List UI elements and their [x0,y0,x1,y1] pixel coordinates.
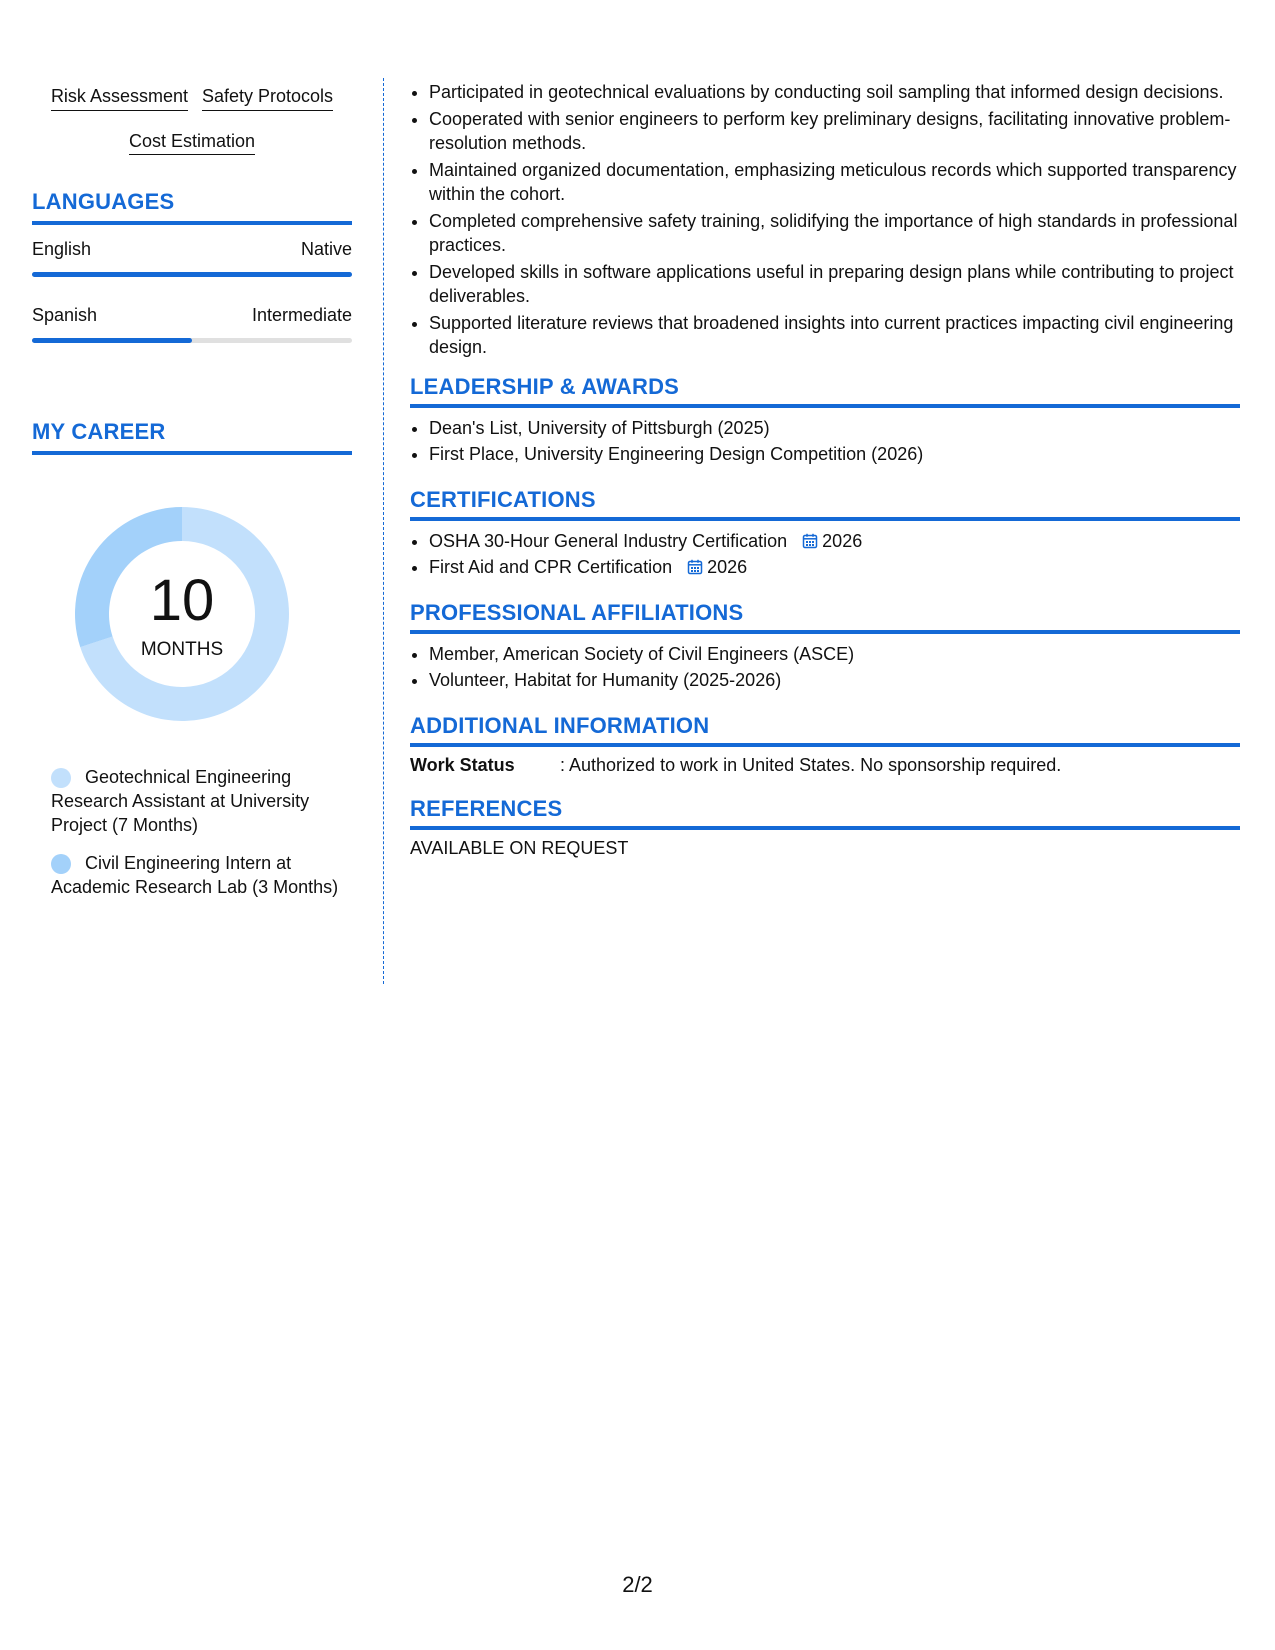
certification-date [687,557,747,577]
work-status-label: Work Status [410,754,515,775]
certifications-heading: CERTIFICATIONS [410,487,1240,521]
page-number: 2/2 [622,1572,653,1597]
work-status-value: : Authorized to work in United States. No sponsorship required. [560,754,1062,775]
language-level-bar [32,272,352,277]
certification-date-text: 2026 [822,530,863,551]
career-donut-chart [67,499,297,729]
experience-bullets [410,80,1240,360]
career-section [32,419,352,899]
affiliations-heading: PROFESSIONAL AFFILIATIONS [410,600,1240,634]
certification-date-text: 2026 [707,557,748,577]
certification-item [429,529,1240,554]
career-total-unit: MONTHS [140,639,224,661]
affiliation-item: • Member, American Society of Civil Engineers (ASCE) [429,642,1240,667]
references-text: AVAILABLE ON REQUEST [410,837,629,858]
language-row [32,239,352,260]
additional-info-heading: ADDITIONAL INFORMATION [410,713,1240,747]
references-heading: REFERENCES [410,796,1240,830]
language-level-fill [32,338,192,343]
donut-center [67,499,297,729]
experience-bullet: • Cooperated with senior engineers to perform key preliminary designs, facilitating innovative problem-resolution methods. [429,107,1240,156]
legend-label: Civil Engineering Intern at Academic Research Lab (3 Months) [51,853,339,898]
language-level-fill [32,272,352,277]
legend-item [51,851,341,899]
certifications-list [410,529,1240,580]
certification-name: First Aid and CPR Certification [429,557,673,577]
languages-section [32,189,352,343]
skill-tag: Safety Protocols [202,86,333,111]
career-total-value: 10 [149,568,215,634]
certification-item [429,555,1240,580]
left-column [32,78,352,913]
career-heading: MY CAREER [32,419,352,455]
skill-tag: Cost Estimation [129,131,255,156]
calendar-icon [687,559,703,575]
work-status-row [410,755,1240,776]
leadership-item: • Dean's List, University of Pittsburgh (2025) [429,416,1240,441]
leadership-heading: LEADERSHIP & AWARDS [410,374,1240,408]
experience-bullet: • Participated in geotechnical evaluations by conducting soil sampling that informed design decisions. [429,80,1240,105]
legend-dot [51,854,71,874]
certification-name: OSHA 30-Hour General Industry Certification [429,530,788,551]
experience-bullet: • Completed comprehensive safety training, solidifying the importance of high standards in professional practices. [429,209,1240,258]
language-row [32,305,352,326]
certification-date [802,531,862,551]
legend-label: Geotechnical Engineering Research Assistant at University Project (7 Months) [51,767,310,836]
legend-item [51,765,341,837]
leadership-list [410,416,1240,467]
skills-list [32,78,352,167]
affiliations-list [410,642,1240,693]
column-divider [383,78,384,984]
language-level: Intermediate [251,305,352,326]
skill-tag: Risk Assessment [51,86,188,111]
experience-bullet: • Developed skills in software applications useful in preparing design plans while contributing to project deliverables. [429,260,1240,309]
language-level: Native [300,239,352,260]
language-level-bar [32,338,352,343]
affiliation-item: • Volunteer, Habitat for Humanity (2025-2026) [429,668,1240,693]
calendar-icon [802,533,818,549]
experience-bullet: • Supported literature reviews that broadened insights into current practices impacting civil engineering design. [429,311,1240,360]
career-legend [51,765,341,899]
right-column [410,80,1240,859]
languages-heading: LANGUAGES [32,189,352,225]
legend-dot [51,768,71,788]
experience-bullet: • Maintained organized documentation, emphasizing meticulous records which supported transparency within the cohort. [429,158,1240,207]
leadership-item: • First Place, University Engineering Design Competition (2026) [429,442,1240,467]
language-name: Spanish [32,305,98,326]
language-name: English [32,239,92,260]
